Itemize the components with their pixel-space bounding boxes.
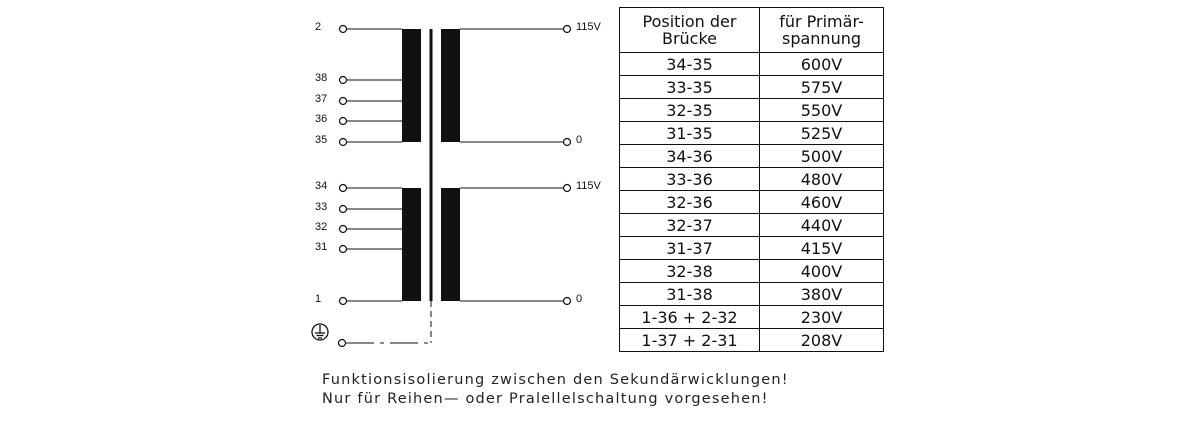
terminal-circle: [564, 298, 571, 305]
bridge-voltage-table-container: [619, 7, 884, 352]
table-row: [620, 237, 884, 260]
primary-terminal: [315, 221, 402, 233]
primary-winding-upper: [402, 29, 421, 142]
primary-terminal-label: 33: [315, 201, 328, 213]
bridge-position-cell: 34-36: [620, 145, 760, 168]
secondary-terminal: [460, 293, 582, 305]
terminal-circle: [564, 185, 571, 192]
table-row: [620, 191, 884, 214]
primary-terminal-label: 1: [315, 293, 322, 305]
bridge-position-cell: 1-36 + 2-32: [620, 306, 760, 329]
secondary-terminal: [460, 134, 582, 146]
primary-terminal: [315, 134, 402, 146]
table-row: [620, 306, 884, 329]
secondary-terminal-label: 0: [576, 134, 583, 146]
secondary-terminal: [460, 21, 602, 33]
table-row: [620, 76, 884, 99]
earth-terminal: [339, 340, 346, 347]
primary-terminal: [315, 180, 402, 192]
table-row: [620, 329, 884, 352]
terminal-circle: [340, 26, 347, 33]
primary-terminal-label: 2: [315, 21, 322, 33]
primary-terminal: [315, 113, 402, 125]
primary-terminal-label: 34: [315, 180, 328, 192]
note-line-2: Nur für Reihen— oder Pralellelschaltung vorgesehen!: [322, 391, 769, 407]
primary-terminal: [315, 72, 402, 84]
secondary-terminal: [460, 180, 602, 192]
terminal-circle: [340, 98, 347, 105]
secondary-winding-upper: [441, 29, 460, 142]
primary-voltage-cell: 500V: [760, 145, 884, 168]
primary-voltage-cell: 600V: [760, 53, 884, 76]
notes: [322, 371, 789, 409]
terminal-circle: [340, 77, 347, 84]
primary-terminal: [315, 201, 402, 213]
header-primary-voltage: [760, 8, 884, 53]
terminal-circle: [340, 246, 347, 253]
primary-terminal: [315, 21, 402, 33]
header-col2-line2: spannung: [781, 29, 861, 48]
primary-voltage-cell: 440V: [760, 214, 884, 237]
primary-terminal-label: 32: [315, 221, 328, 233]
primary-winding-lower: [402, 188, 421, 301]
primary-voltage-cell: 525V: [760, 122, 884, 145]
bridge-position-cell: 1-37 + 2-31: [620, 329, 760, 352]
secondary-terminal-label: 115V: [576, 21, 601, 33]
bridge-position-cell: 32-38: [620, 260, 760, 283]
bridge-position-cell: 34-35: [620, 53, 760, 76]
terminal-circle: [340, 185, 347, 192]
table-row: [620, 214, 884, 237]
bridge-position-cell: 32-36: [620, 191, 760, 214]
table-row: [620, 260, 884, 283]
primary-voltage-cell: 208V: [760, 329, 884, 352]
terminal-circle: [340, 118, 347, 125]
primary-terminal: [315, 93, 402, 105]
table-body: [620, 53, 884, 352]
header-bridge-position: [620, 8, 760, 53]
primary-voltage-cell: 380V: [760, 283, 884, 306]
primary-terminal-label: 31: [315, 241, 328, 253]
terminal-circle: [340, 226, 347, 233]
note-line-1: Funktionsisolierung zwischen den Sekundärwicklungen!: [322, 372, 789, 388]
secondary-terminal-label: 115V: [576, 180, 601, 192]
primary-terminal: [315, 241, 402, 253]
bridge-voltage-table: [619, 7, 884, 352]
terminal-circle: [564, 139, 571, 146]
table-row: [620, 53, 884, 76]
primary-voltage-cell: 460V: [760, 191, 884, 214]
secondary-terminal-label: 0: [576, 293, 583, 305]
table-row: [620, 145, 884, 168]
primary-voltage-cell: 400V: [760, 260, 884, 283]
primary-terminal-label: 38: [315, 72, 328, 84]
bridge-position-cell: 31-38: [620, 283, 760, 306]
primary-terminal-label: 35: [315, 134, 328, 146]
primary-voltage-cell: 550V: [760, 99, 884, 122]
primary-terminal: [315, 293, 402, 305]
header-col1-line1: Position der: [642, 12, 737, 31]
bridge-position-cell: 33-36: [620, 168, 760, 191]
primary-voltage-cell: 480V: [760, 168, 884, 191]
primary-terminals: [315, 21, 402, 305]
protective-earth-icon: [312, 324, 328, 340]
terminal-circle: [340, 206, 347, 213]
table-row: [620, 168, 884, 191]
primary-terminal-label: 37: [315, 93, 328, 105]
secondary-terminals: [460, 21, 602, 305]
bridge-position-cell: 33-35: [620, 76, 760, 99]
header-col1-line2: Brücke: [661, 29, 718, 48]
table-row: [620, 99, 884, 122]
table-header-row: [620, 8, 884, 53]
bridge-position-cell: 32-37: [620, 214, 760, 237]
terminal-circle: [340, 139, 347, 146]
bridge-position-cell: 31-35: [620, 122, 760, 145]
primary-voltage-cell: 230V: [760, 306, 884, 329]
bridge-position-cell: 31-37: [620, 237, 760, 260]
table-row: [620, 283, 884, 306]
primary-voltage-cell: 575V: [760, 76, 884, 99]
terminal-circle: [564, 26, 571, 33]
table-row: [620, 122, 884, 145]
primary-voltage-cell: 415V: [760, 237, 884, 260]
header-col2-line1: für Primär-: [779, 12, 864, 31]
secondary-winding-lower: [441, 188, 460, 301]
primary-terminal-label: 36: [315, 113, 328, 125]
terminal-circle: [340, 298, 347, 305]
bridge-position-cell: 32-35: [620, 99, 760, 122]
